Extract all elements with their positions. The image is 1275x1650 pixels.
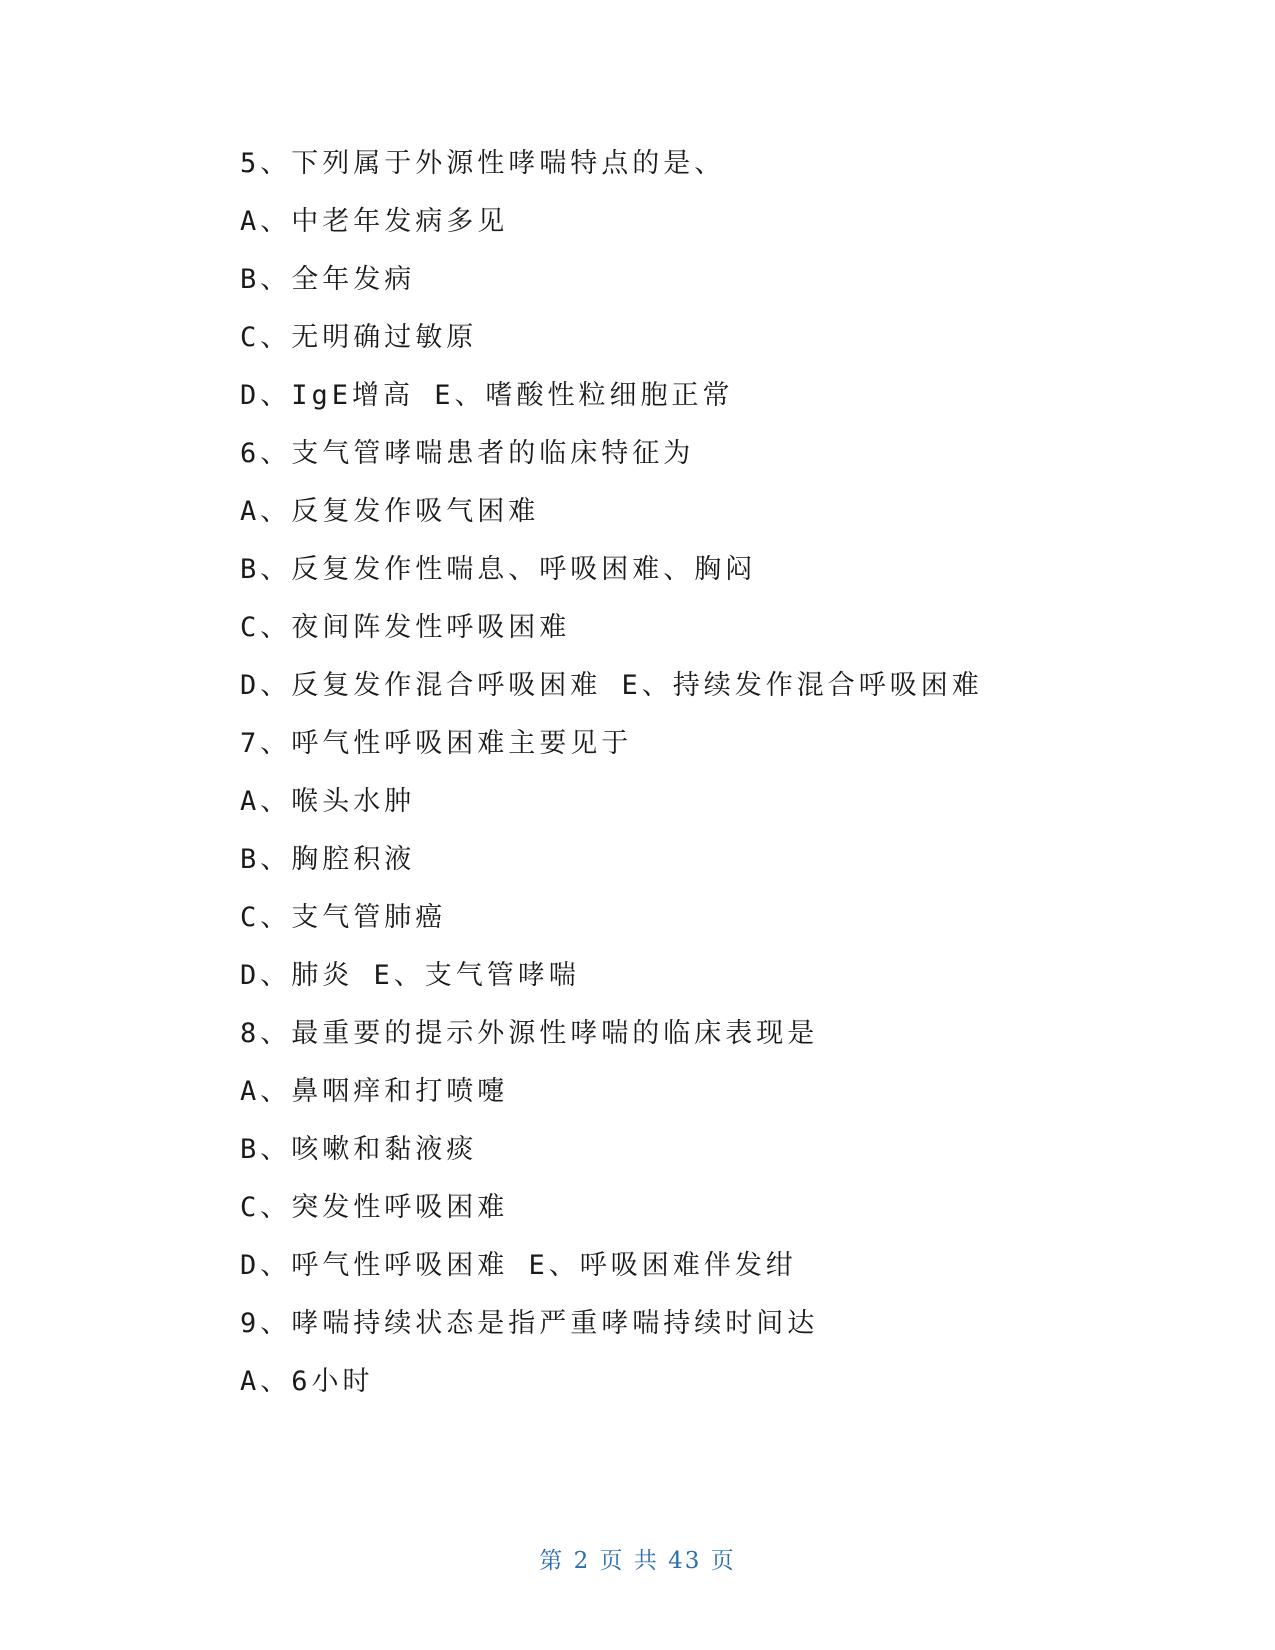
question-8-option-c: C、突发性呼吸困难 <box>240 1192 509 1223</box>
question-6-stem: 6、支气管哮喘患者的临床特征为 <box>240 438 695 469</box>
question-7-stem: 7、呼气性呼吸困难主要见于 <box>240 728 633 759</box>
question-5-option-c: C、无明确过敏原 <box>240 322 478 353</box>
question-6-option-b: B、反复发作性喘息、呼吸困难、胸闷 <box>240 554 757 585</box>
question-6-option-a: A、反复发作吸气困难 <box>240 496 540 527</box>
question-8-stem: 8、最重要的提示外源性哮喘的临床表现是 <box>240 1018 819 1049</box>
question-9-option-a: A、6小时 <box>240 1366 374 1397</box>
question-8-option-b: B、咳嗽和黏液痰 <box>240 1134 478 1165</box>
question-6-option-d-e: D、反复发作混合呼吸困难 E、持续发作混合呼吸困难 <box>240 670 983 701</box>
page-number-footer: 第 2 页 共 43 页 <box>539 1548 736 1574</box>
question-5-option-d-e: D、IgE增高 E、嗜酸性粒细胞正常 <box>240 380 734 411</box>
question-7-option-a: A、喉头水肿 <box>240 786 416 817</box>
question-list <box>240 144 1140 1420</box>
question-8-option-d-e: D、呼气性呼吸困难 E、呼吸困难伴发绀 <box>240 1250 797 1281</box>
question-8-option-a: A、鼻咽痒和打喷嚏 <box>240 1076 509 1107</box>
question-9-stem: 9、哮喘持续状态是指严重哮喘持续时间达 <box>240 1308 819 1339</box>
question-7-option-b: B、胸腔积液 <box>240 844 416 875</box>
question-5-option-b: B、全年发病 <box>240 264 416 295</box>
question-7-option-c: C、支气管肺癌 <box>240 902 447 933</box>
question-6-option-c: C、夜间阵发性呼吸困难 <box>240 612 571 643</box>
question-7-option-d-e: D、肺炎 E、支气管哮喘 <box>240 960 580 991</box>
question-5-stem: 5、下列属于外源性哮喘特点的是、 <box>240 148 726 179</box>
question-5-option-a: A、中老年发病多见 <box>240 206 509 237</box>
